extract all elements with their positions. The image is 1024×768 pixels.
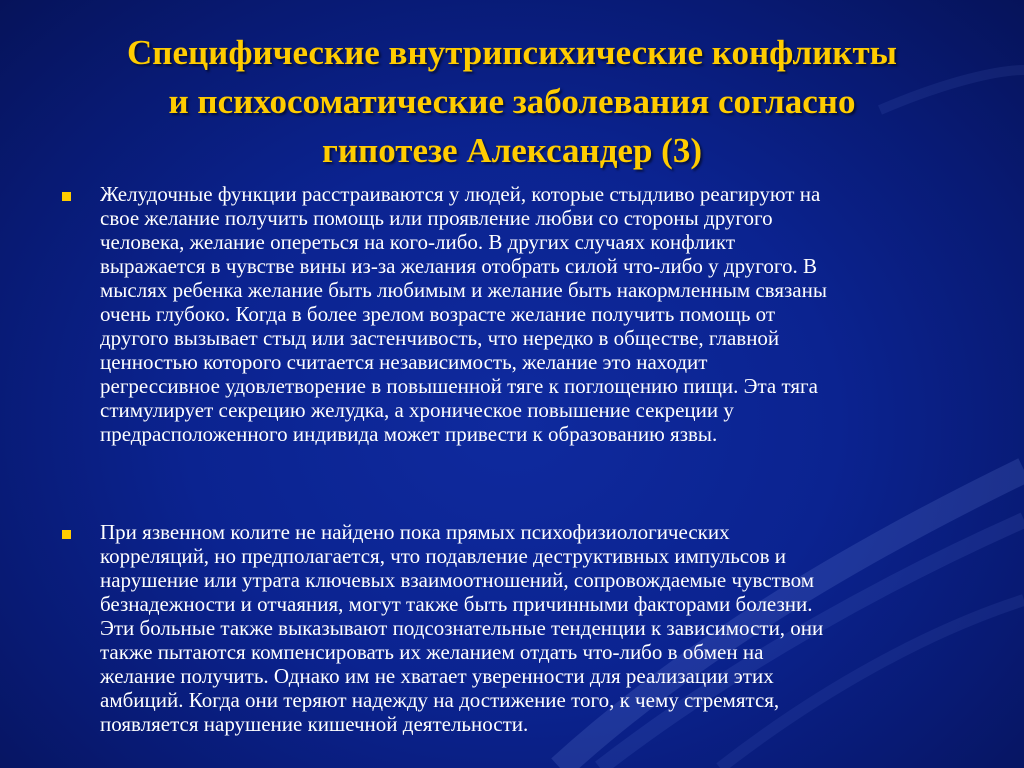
text-line: безнадежности и отчаяния, могут также быть причинными факторами болезни.	[100, 592, 813, 616]
text-line: выражается в чувстве вины из-за желания отобрать силой что-либо у другого. В	[100, 254, 817, 278]
title-line: и психосоматические заболевания согласно	[168, 82, 856, 121]
text-line: очень глубоко. Когда в более зрелом возрасте желание получить помощь от	[100, 302, 776, 326]
slide-title	[40, 28, 984, 175]
text-line: регрессивное удовлетворение в повышенной тяге к поглощению пищи. Эта тяга	[100, 374, 818, 398]
text-line: При язвенном колите не найдено пока прямых психофизиологических	[100, 520, 730, 544]
text-line: Эти больные также выказывают подсознательные тенденции к зависимости, они	[100, 616, 824, 640]
text-line: другого вызывает стыд или застенчивость, что нередко в обществе, главной	[100, 326, 780, 350]
text-line: человека, желание опереться на кого-либо. В других случаях конфликт	[100, 230, 736, 254]
text-line: мыслях ребенка желание быть любимым и желание быть накормленным связаны	[100, 278, 827, 302]
text-line: появляется нарушение кишечной деятельности.	[100, 712, 529, 736]
title-line: гипотезе Александер (3)	[322, 131, 702, 170]
text-line: также пытаются компенсировать их желанием отдать что-либо в обмен на	[100, 640, 764, 664]
text-line: амбиций. Когда они теряют надежду на достижение того, к чему стремятся,	[100, 688, 780, 712]
bullet-text	[100, 182, 972, 446]
square-bullet-icon	[62, 530, 71, 539]
text-line: Желудочные функции расстраиваются у людей, которые стыдливо реагируют на	[100, 182, 821, 206]
text-line: свое желание получить помощь или проявление любви со стороны другого	[100, 206, 773, 230]
text-line: нарушение или утрата ключевых взаимоотношений, сопровождаемые чувством	[100, 568, 814, 592]
text-line: желание получить. Однако им не хватает уверенности для реализации этих	[100, 664, 774, 688]
bullet-text	[100, 520, 972, 736]
text-line: стимулирует секрецию желудка, а хроническое повышение секреции у	[100, 398, 734, 422]
text-line: предрасположенного индивида может привести к образованию язвы.	[100, 422, 718, 446]
text-line: корреляций, но предполагается, что подавление деструктивных импульсов и	[100, 544, 787, 568]
title-line: Специфические внутрипсихические конфликты	[127, 33, 897, 72]
square-bullet-icon	[62, 192, 71, 201]
text-line: ценностью которого считается независимость, желание это находит	[100, 350, 708, 374]
